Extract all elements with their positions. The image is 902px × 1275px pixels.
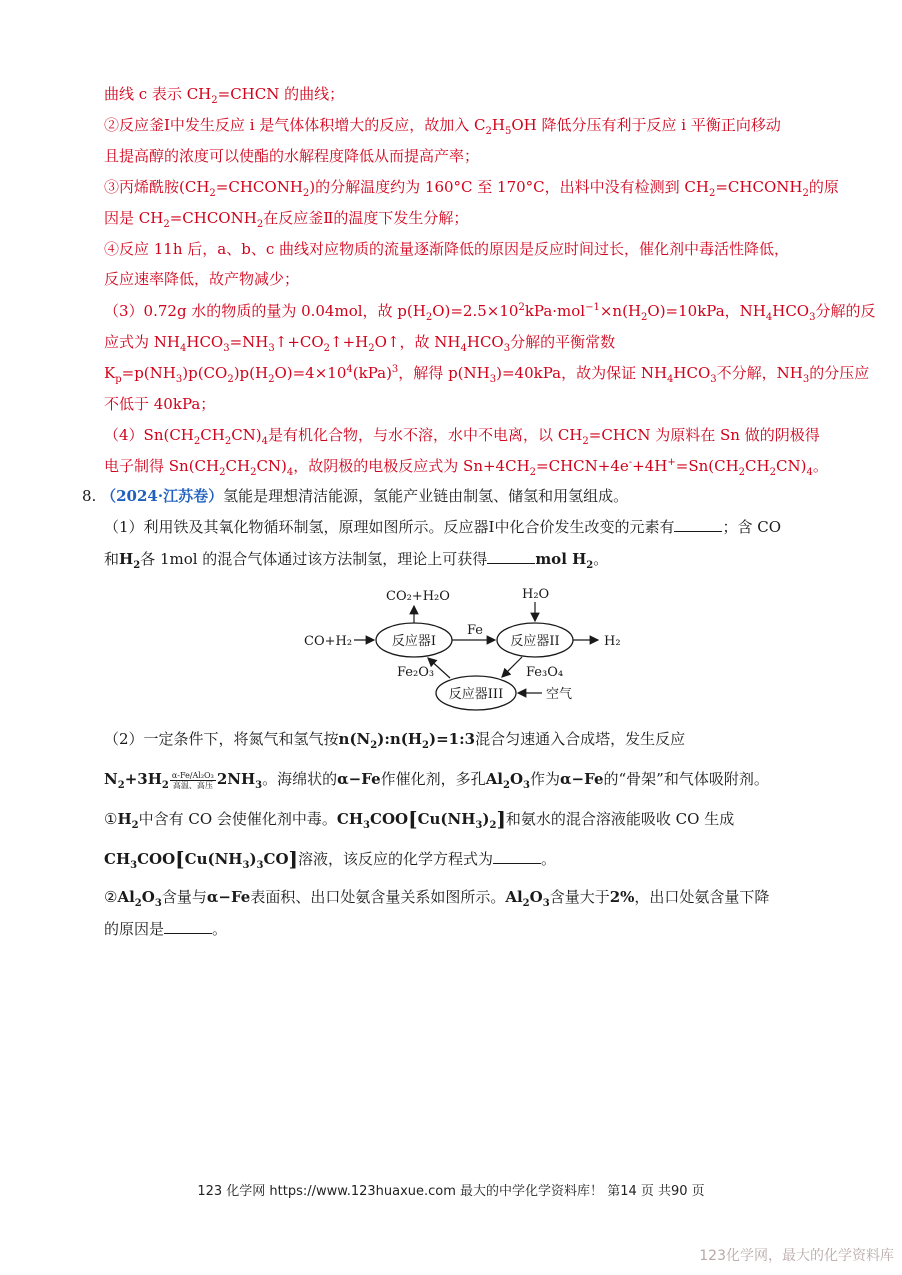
q8-part1-line2: 和$H_2$各 1mol 的混合气体通过该方法制氢，理论上可获得 mol $H_2$。 bbox=[104, 550, 609, 571]
answer-part2-line2: 且提高醇的浓度可以使酯的水解程度降低从而提高产率； bbox=[104, 147, 480, 165]
input-air-label: 空气 bbox=[546, 687, 573, 702]
question-source: （2024·江苏卷） bbox=[101, 487, 224, 505]
q8-part2-line2: $N_2+3H_2$ $\frac{\text{α-Fe/Al₂O₃}}{\text{高温、高压}}$ $2NH_3$。海绵状的α−Fe作催化剂，多孔$Al_2O_3$作为α−Fe的“骨架”和气体吸附剂。 bbox=[104, 770, 769, 791]
reactor-3-label: 反应器III bbox=[448, 687, 504, 702]
site-watermark: 123化学网，最大的化学资料库 bbox=[699, 1248, 894, 1264]
output-h2-label: H₂ bbox=[604, 634, 621, 649]
fe2o3-label: Fe₂O₃ bbox=[397, 665, 435, 680]
input-h2o-label: H₂O bbox=[522, 587, 550, 602]
answer-q3-line4: 不低于 40kPa； bbox=[104, 395, 216, 413]
q8-part2-line1: （2）一定条件下，将氮气和氢气按$n(N_2):n(H_2)=1:3$混合匀速通入合成塔，发生反应 bbox=[104, 730, 686, 751]
fe-label: Fe bbox=[467, 623, 484, 638]
input-co-h2-label: CO+H₂ bbox=[304, 634, 353, 649]
answer-part4-line2: 反应速率降低，故产物减少； bbox=[104, 270, 300, 288]
q8-part2-line4: $CH_3COO[Cu(NH_3)_3CO]$溶液，该反应的化学方程式为 。 bbox=[104, 847, 557, 871]
equation-condition: $\frac{\text{α-Fe/Al₂O₃}}{\text{高温、高压}}$ bbox=[171, 770, 214, 790]
answer-q3-line1: （3）0.72g 水的物质的量为 0.04mol，故 $p(H_2O)=2.5\times 10^2kPa\cdot mol^{-1}\times n(H_2O)=10kPa$，$NH_4HCO_3$分解的反 bbox=[104, 302, 876, 323]
page-footer: 123 化学网 https://www.123huaxue.com 最大的中学化学资料库！ 第14 页 共90 页 bbox=[197, 1184, 705, 1199]
fe3o4-label: Fe₃O₄ bbox=[526, 665, 564, 680]
answer-blank-4[interactable] bbox=[164, 919, 212, 934]
answer-q4-line2: 电子制得 $Sn(CH_2CH_2CN)_4$，故阴极的电极反应式为 $Sn+4CH_2=CHCN+4e^-+4H^+=Sn(CH_2CH_2CN)_4$。 bbox=[104, 457, 828, 478]
output-co2-h2o-label: CO₂+H₂O bbox=[386, 589, 450, 604]
reactor-cycle-diagram bbox=[290, 580, 640, 720]
reactor-2-label: 反应器II bbox=[510, 634, 560, 649]
answer-q3-line2: 应式为 $NH_4HCO_3=NH_3↑+CO_2↑+H_2O↑$，故 $NH_4HCO_3$分解的平衡常数 bbox=[104, 333, 616, 354]
answer-q4-line1: $(4)Sn(CH_2CH_2CN)_4$是有机化合物，与水不溶，水中不电离，以 $CH_2=CHCN$ 为原料在 Sn 做的阴极得 bbox=[104, 426, 820, 447]
answer-part3-line2: 因是 $CH_2=CHCONH_2$在反应釜Ⅱ的温度下发生分解； bbox=[104, 209, 469, 230]
reactor-1-label: 反应器I bbox=[391, 634, 437, 649]
q8-part2-line6: 的原因是 。 bbox=[104, 920, 228, 938]
fe3o4-arrow bbox=[502, 657, 522, 677]
answer-curve-c: 曲线 c 表示 $CH_2=CHCN$ 的曲线； bbox=[104, 85, 345, 106]
q8-part1-line1: （1）利用铁及其氧化物循环制氢，原理如图所示。反应器Ⅰ中化合价发生改变的元素有 ；含 CO bbox=[104, 518, 782, 536]
answer-blank-1[interactable] bbox=[674, 517, 722, 532]
equation-right: $2NH_3$ bbox=[216, 770, 263, 791]
answer-part3-line1: ③丙烯酰胺$(CH_2=CHCONH_2)$的分解温度约为 160°C 至 170°C，出料中没有检测到 $CH_2=CHCONH_2$的原 bbox=[104, 178, 839, 199]
answer-part2-line1: ②反应釜Ⅰ中发生反应 i 是气体体积增大的反应，故加入 $C_2H_5OH$ 降低分压有利于反应 i 平衡正向移动 bbox=[104, 116, 781, 137]
answer-blank-3[interactable] bbox=[493, 849, 541, 864]
equation-left: $N_2+3H_2$ bbox=[104, 770, 169, 791]
question-8-stem: 8. （2024·江苏卷）氢能是理想清洁能源，氢能产业链由制氢、储氢和用氢组成。 bbox=[82, 487, 629, 505]
question-number: 8. bbox=[82, 487, 97, 505]
answer-blank-2[interactable] bbox=[487, 549, 535, 564]
q8-part2-line5: $②Al_2O_3$含量与α−Fe表面积、出口处氨含量关系如图所示。$Al_2O_3$含量大于2%，出口处氨含量下降 bbox=[104, 888, 770, 909]
q8-part2-line3: $①H_2$中含有 CO 会使催化剂中毒。$CH_3COO[Cu(NH_3)_2]$和氨水的混合溶液能吸收 CO 生成 bbox=[104, 807, 735, 831]
answer-q3-line3: $K_p=p(NH_3)p(CO_2)p(H_2O)=4\times 10^4(kPa)^3$，解得 $p(NH_3)=40kPa$，故为保证 $NH_4HCO_3$不分解，$NH_3$的分压应 bbox=[104, 364, 870, 385]
answer-part4-line1: ④反应 11h 后，a、b、c 曲线对应物质的流量逐渐降低的原因是反应时间过长，催化剂中毒活性降低， bbox=[104, 240, 790, 258]
